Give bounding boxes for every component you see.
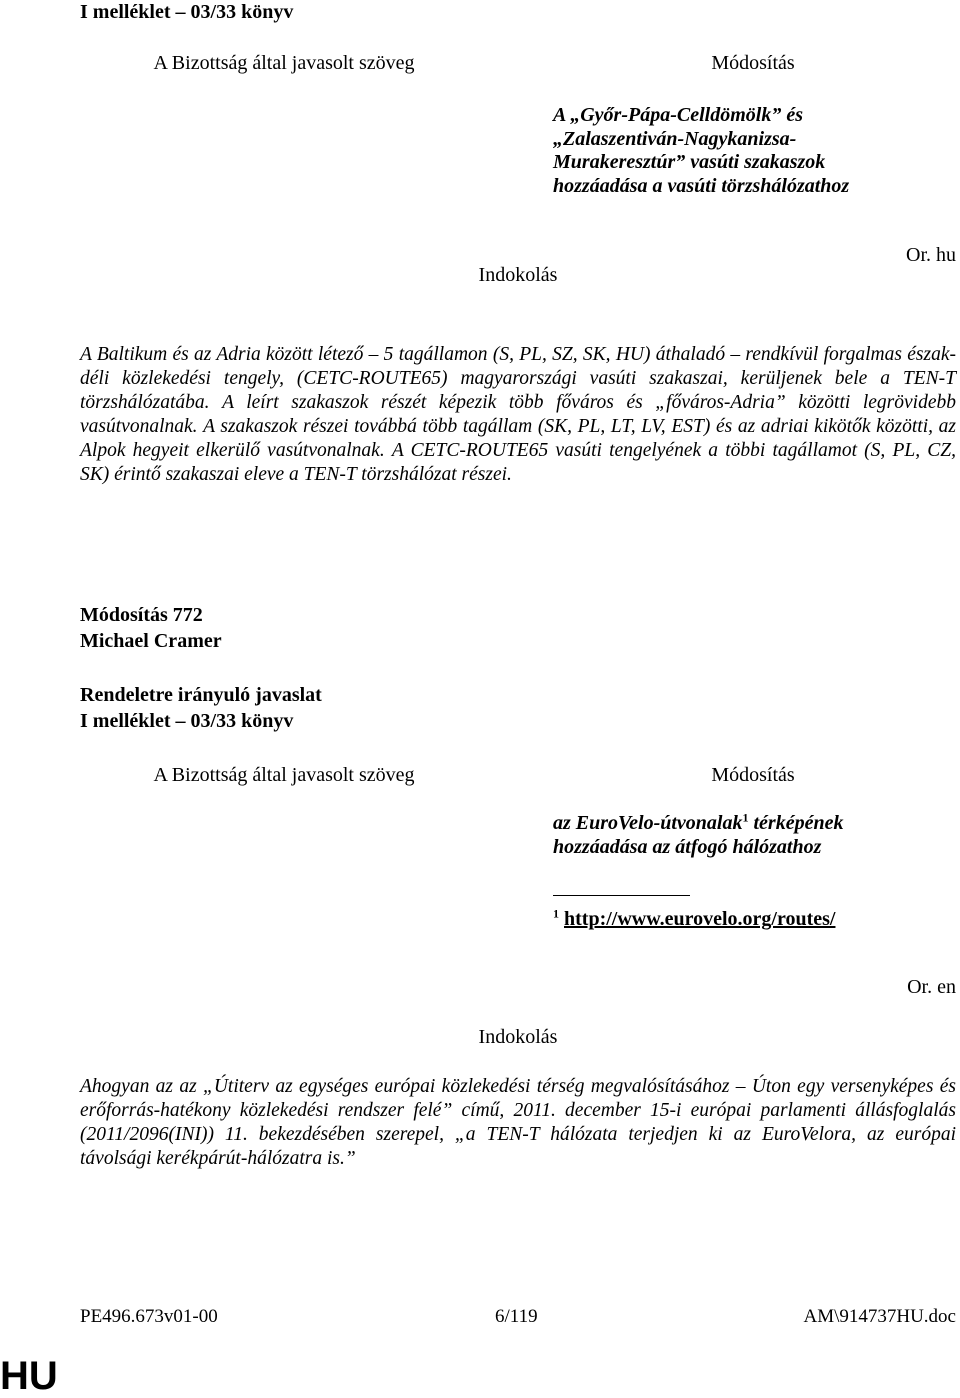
justification-paragraph-2: Ahogyan az az „Útiterv az egységes európai közlekedési térség megvalósításához – Úton egy versenyképes és erőforrás-hatékony közlekedési rendszer felé” című, 2011. december 15-i európai parlamenti állásfoglalás (2011/2096(INI)) 11. bekezdésében szerepel, „a TEN-T hálózata terjedjen ki az EuroVelora, az európai távolsági kerékpárút-hálózatra is.”	[80, 1076, 956, 1169]
amendment-author: Michael Cramer	[80, 630, 222, 652]
annex-title-2: I melléklet – 03/33 könyv	[80, 710, 294, 732]
annex-title: I melléklet – 03/33 könyv	[80, 1, 294, 23]
column-header-amendment: Módosítás	[711, 52, 795, 74]
column-header-amendment-2: Módosítás	[711, 764, 795, 786]
footer-page-number: 6/119	[495, 1306, 538, 1327]
footer-file-name: AM\914737HU.doc	[803, 1306, 956, 1327]
amendment-number: Módosítás 772	[80, 604, 203, 626]
footnote-ref: 1	[742, 810, 749, 825]
footnote-link[interactable]: http://www.eurovelo.org/routes/	[564, 908, 836, 930]
footnote-separator	[553, 895, 690, 896]
column-header-commission-text-2: A Bizottság által javasolt szöveg	[153, 764, 415, 786]
column-header-commission-text: A Bizottság által javasolt szöveg	[153, 52, 415, 74]
justification-sentence-2: A leírt szakaszok részét képezik több főváros és „főváros-Adria” közötti legrövidebb vasútvonalnak.	[80, 392, 957, 437]
justification-sentence-3: A szakaszok részei továbbá több tagállam (SK, PL, LT, LV, EST) és az adriai kikötők közötti, az Alpok hegyeit elkerülő vasútvonalnak.	[80, 416, 956, 461]
justification-sentence-4: A CETC-ROUTE65 vasúti tengelyének a többi tagállamot (S, PL, CZ, SK) érintő szakaszai eleve a TEN-T törzshálózat részei.	[80, 440, 956, 485]
footnote	[553, 908, 835, 931]
justification-heading-2: Indokolás	[478, 1026, 558, 1048]
justification-heading: Indokolás	[478, 264, 558, 286]
footer-doc-ref: PE496.673v01-00	[80, 1306, 218, 1327]
amendment-text-2	[553, 811, 913, 859]
original-language-2: Or. en	[907, 976, 956, 998]
original-language: Or. hu	[906, 244, 956, 266]
amendment-text-part2: térképének hozzáadása az átfogó hálózathoz	[553, 812, 844, 858]
justification-paragraph	[80, 343, 956, 487]
justification-sentence-1: A Baltikum és az Adria között létező – 5 tagállamon (S, PL, SZ, SK, HU) áthaladó – rendkívül forgalmas észak-déli közlekedési tengely, (CETC-ROUTE65) magyarországi vasúti szakaszai, kerüljenek bele a TEN-T törzshálózatába.	[80, 344, 956, 413]
amendment-text: A „Győr-Pápa-Celldömölk” és „Zalaszentiván-Nagykanizsa-Murakeresztúr” vasúti szakaszok hozzáadása a vasúti törzshálózathoz	[553, 104, 850, 197]
footnote-number: 1	[553, 906, 559, 921]
language-mark: HU	[0, 1354, 58, 1398]
proposal-title: Rendeletre irányuló javaslat	[80, 684, 322, 706]
amendment-text-part1: az EuroVelo-útvonalak	[553, 812, 743, 834]
